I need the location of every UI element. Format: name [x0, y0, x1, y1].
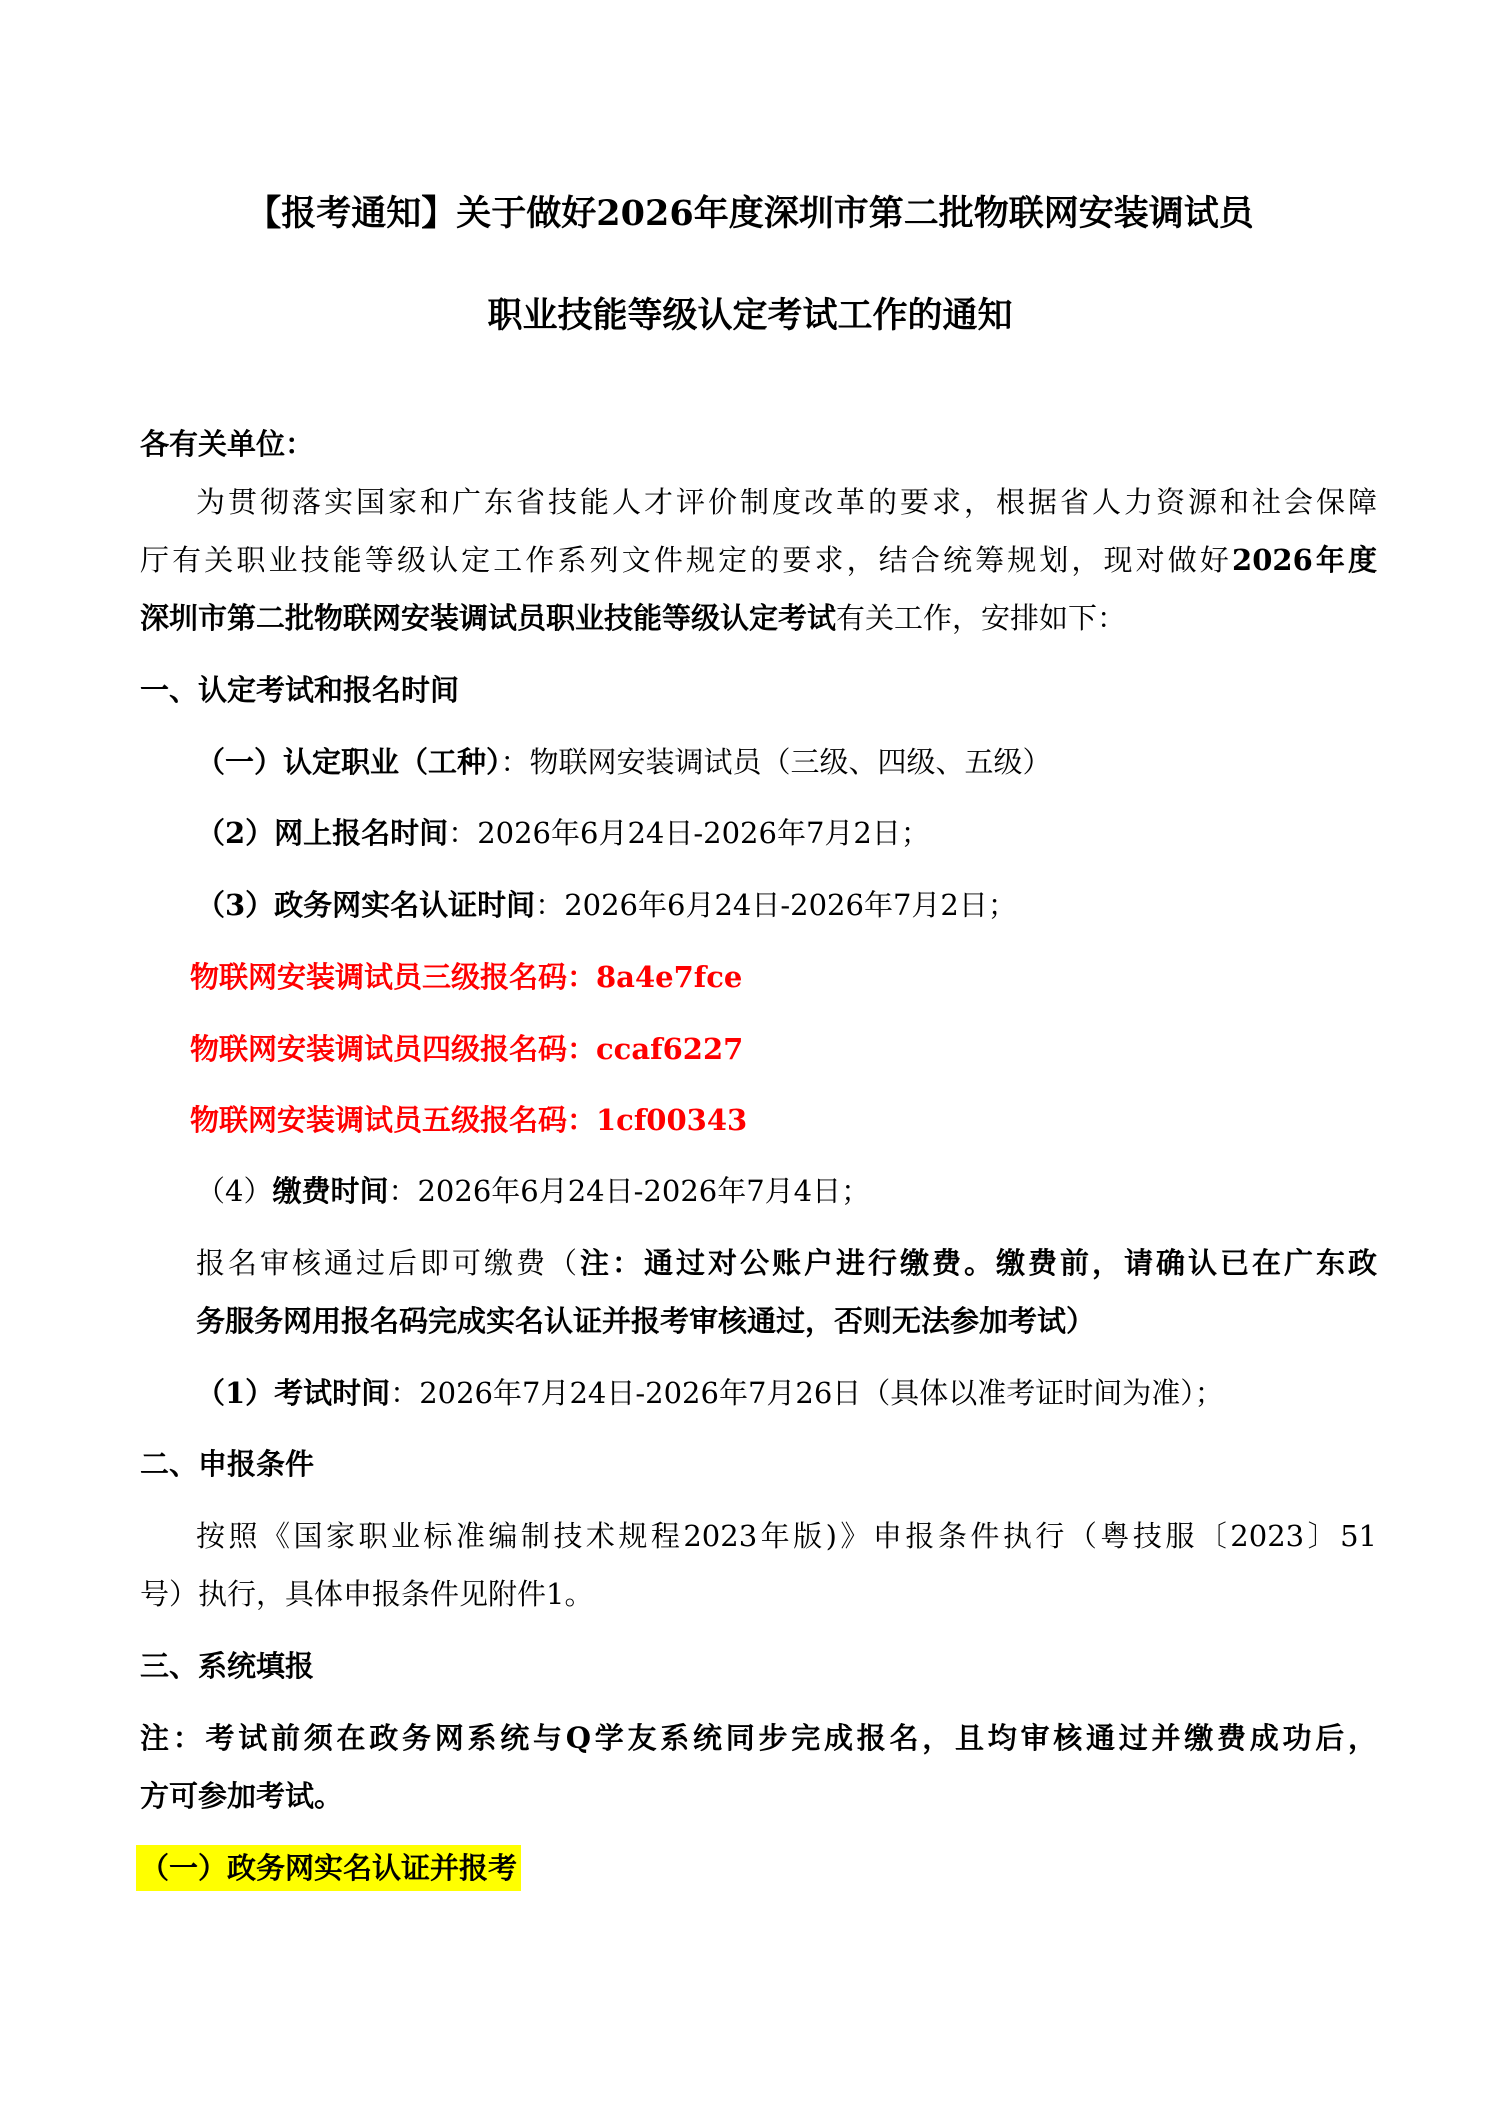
exam-time-line: [196, 1375, 1224, 1411]
section-3-note-line-2: 方可参加考试。: [140, 1779, 344, 1813]
payment-label: 缴费时间: [272, 1174, 389, 1208]
online-registration-value: ：2026年6月24日-2026年7月2日；: [448, 816, 930, 850]
payment-time-line: [196, 1173, 870, 1209]
section-3-subheading-1-text: （一）政务网实名认证并报考: [136, 1845, 521, 1891]
payment-value: ：2026年6月24日-2026年7月4日；: [388, 1174, 871, 1208]
intro-exam-name: 深圳市第二批物联网安装调试员职业技能等级认定考试: [140, 601, 837, 635]
section-1-heading: 一、认定考试和报名时间: [140, 673, 460, 707]
occupation-line: [196, 744, 1052, 780]
section-3-subheading-1: [136, 1850, 521, 1886]
exam-time-label: （1）考试时间: [196, 1376, 391, 1410]
intro-line-3-text: 有关工作，安排如下：: [836, 601, 1127, 635]
payment-prefix: （4）: [196, 1174, 273, 1208]
section-3-heading: 三、系统填报: [140, 1649, 315, 1683]
verification-line: [196, 887, 1017, 923]
occupation-value: ：物联网安装调试员（三级、四级、五级）: [500, 745, 1052, 779]
intro-line-2-text: 厅有关职业技能等级认定工作系列文件规定的要求，结合统筹规划，现对做好: [140, 543, 1233, 577]
payment-note-line-2: 务服务网用报名码完成实名认证并报考审核通过，否则无法参加考试）: [196, 1304, 1096, 1338]
verification-value: ：2026年6月24日-2026年7月2日；: [535, 888, 1017, 922]
section-2-line-1: 按照《国家职业标准编制技术规程2023年版)》申报条件执行（粤技服〔2023〕51: [196, 1519, 1377, 1553]
exam-time-value: ：2026年7月24日-2026年7月26日（具体以准考证时间为准）；: [390, 1376, 1224, 1410]
salutation: 各有关单位：: [140, 427, 315, 461]
section-3-note-line-1: 注：考试前须在政务网系统与Q学友系统同步完成报名，且均审核通过并缴费成功后，: [140, 1721, 1377, 1755]
document-title-line-1: 【报考通知】关于做好2026年度深圳市第二批物联网安装调试员: [246, 193, 1254, 234]
occupation-label: （一）认定职业（工种）: [196, 745, 501, 779]
online-registration-line: [196, 815, 930, 851]
payment-note-line-1: [196, 1245, 1377, 1281]
payment-note-intro: 报名审核通过后即可缴费（: [196, 1246, 580, 1280]
intro-line-3: [140, 600, 1126, 636]
registration-code-level-4: 物联网安装调试员四级报名码：ccaf6227: [190, 1032, 744, 1066]
document-title-line-2: 职业技能等级认定考试工作的通知: [487, 295, 1013, 336]
section-2-heading: 二、申报条件: [140, 1447, 315, 1481]
registration-code-level-5: 物联网安装调试员五级报名码：1cf00343: [190, 1103, 748, 1137]
intro-year-highlight: 2026年度: [1232, 543, 1377, 577]
intro-line-1: 为贯彻落实国家和广东省技能人才评价制度改革的要求，根据省人力资源和社会保障: [196, 485, 1377, 519]
payment-note-warning: 注：通过对公账户进行缴费。缴费前，请确认已在广东政: [580, 1246, 1377, 1280]
registration-code-level-3: 物联网安装调试员三级报名码：8a4e7fce: [190, 960, 743, 994]
intro-line-2: [140, 542, 1377, 578]
online-registration-label: （2）网上报名时间: [196, 816, 449, 850]
section-2-line-2: 号）执行，具体申报条件见附件1。: [140, 1577, 594, 1611]
verification-label: （3）政务网实名认证时间: [196, 888, 536, 922]
